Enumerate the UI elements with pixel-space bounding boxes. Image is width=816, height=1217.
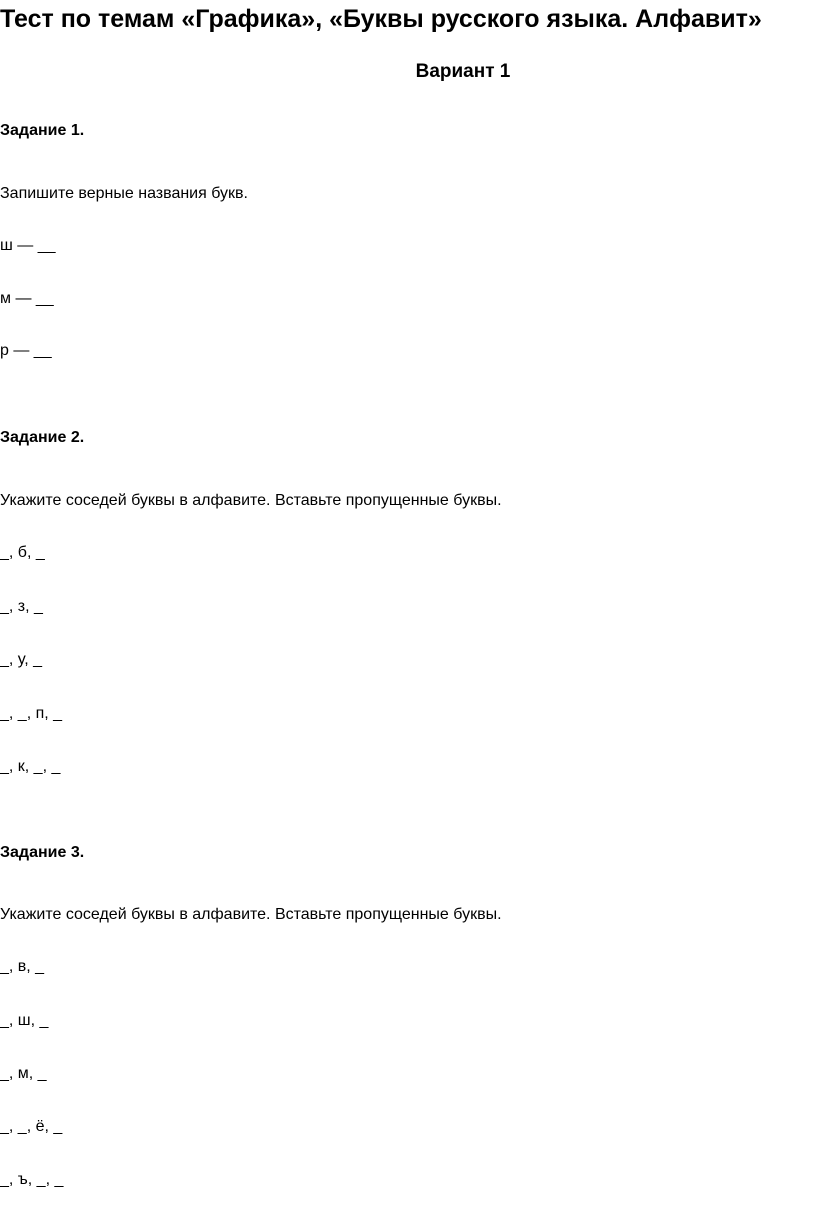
task-line: _, к, _, _ [0, 758, 61, 775]
task-heading: Задание 1. [0, 122, 85, 139]
task-line: _, м, _ [0, 1065, 47, 1082]
task-heading: Задание 3. [0, 844, 85, 861]
task-line: _, у, _ [0, 651, 42, 668]
task-instruction: Укажите соседей буквы в алфавите. Вставьте пропущенные буквы. [0, 906, 502, 923]
document-title: Тест по темам «Графика», «Буквы русского языка. Алфавит» [0, 5, 762, 33]
task-instruction: Укажите соседей буквы в алфавите. Вставьте пропущенные буквы. [0, 492, 502, 509]
task-line: _, ъ, _, _ [0, 1171, 64, 1188]
task-line: _, з, _ [0, 598, 43, 615]
task-line: _, в, _ [0, 958, 45, 975]
task-line: м — __ [0, 290, 54, 307]
task-line: ш — __ [0, 237, 56, 254]
task-line: _, б, _ [0, 544, 45, 561]
task-line: _, _, ё, _ [0, 1118, 63, 1135]
task-instruction: Запишите верные названия букв. [0, 185, 248, 202]
task-line: _, _, п, _ [0, 705, 63, 722]
task-line: _, ш, _ [0, 1012, 49, 1029]
task-line: р — __ [0, 342, 52, 359]
task-heading: Задание 2. [0, 429, 85, 446]
variant-label: Вариант 1 [415, 61, 511, 82]
